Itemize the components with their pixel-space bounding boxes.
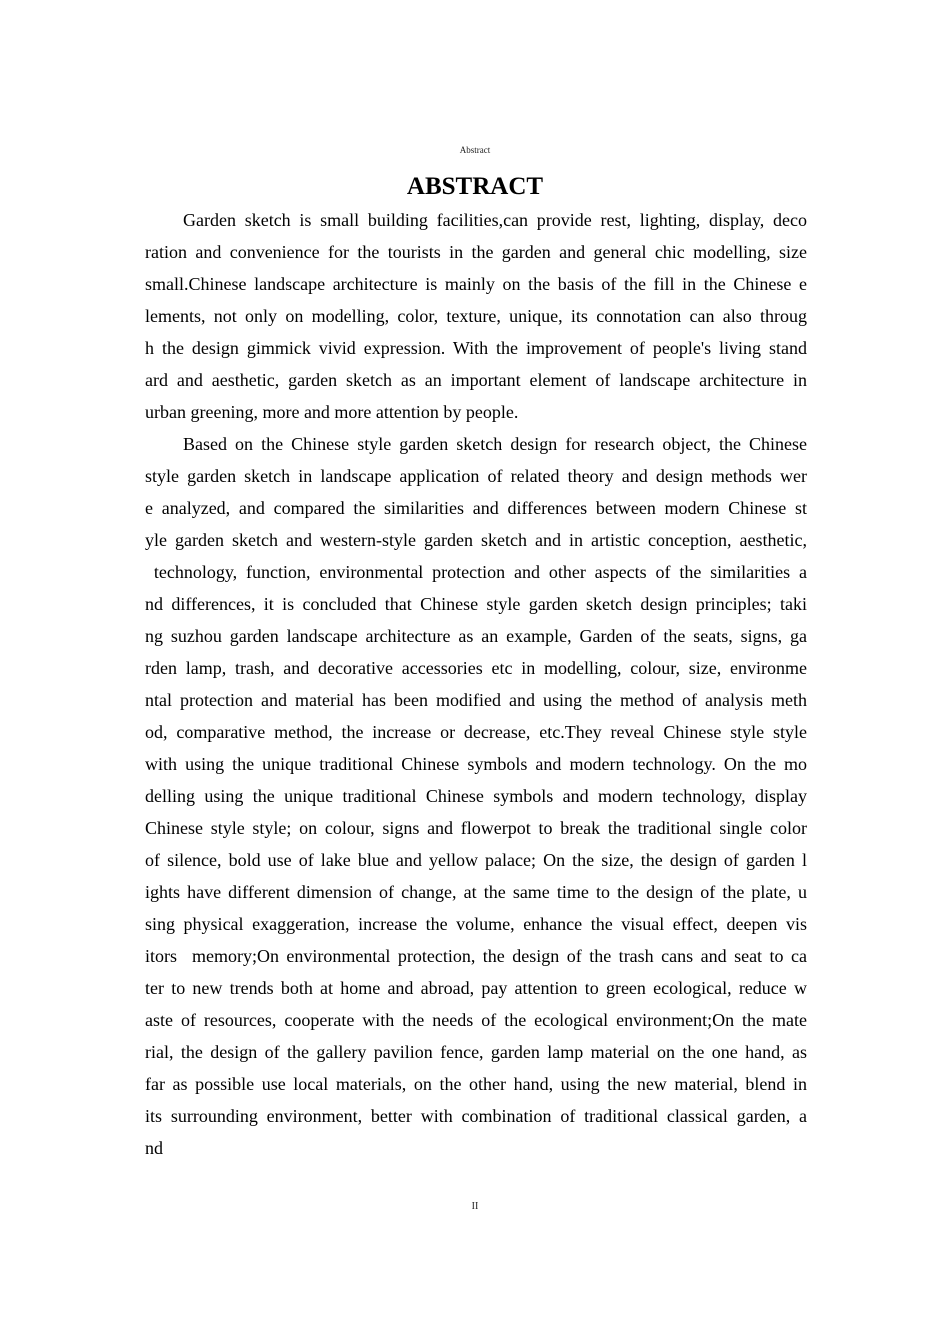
text-line: ng suzhou garden landscape architecture as an example, Garden of the seats, signs, ga [145,626,807,646]
text-line: technology, function, environmental protection and other aspects of the similarities a [145,562,807,582]
text-line: Garden sketch is small building facilities,can provide rest, lighting, display, deco [183,210,807,230]
text-line: urban greening, more and more attention by people. [145,402,519,422]
paragraph-1 [145,204,807,428]
text-line: aste of resources, cooperate with the needs of the ecological environment;On the mate [145,1010,807,1030]
text-line: ights have different dimension of change, at the same time to the design of the plate, u [145,882,807,902]
abstract-title: ABSTRACT [406,173,544,200]
text-line: ntal protection and material has been modified and using the method of analysis meth [145,690,807,710]
text-line: of silence, bold use of lake blue and yellow palace; On the size, the design of garden l [145,850,807,870]
text-line: delling using the unique traditional Chinese symbols and modern technology, display [145,786,807,806]
text-line: small.Chinese landscape architecture is mainly on the basis of the fill in the Chinese e [145,274,807,294]
text-line: its surrounding environment, better with combination of traditional classical garden, a [145,1106,807,1126]
text-line: Chinese style style; on colour, signs and flowerpot to break the traditional single color [145,818,807,838]
text-line: yle garden sketch and western-style garden sketch and in artistic conception, aesthetic, [145,530,807,550]
text-line: ard and aesthetic, garden sketch as an important element of landscape architecture in [145,370,807,390]
text-line: lements, not only on modelling, color, texture, unique, its connotation can also throug [145,306,807,326]
text-line: sing physical exaggeration, increase the volume, enhance the visual effect, deepen vis [145,914,807,934]
text-line: ter to new trends both at home and abroad, pay attention to green ecological, reduce w [145,978,807,998]
text-line: with using the unique traditional Chinese symbols and modern technology. On the mo [145,754,807,774]
text-line: nd differences, it is concluded that Chinese style garden sketch design principles; taki [145,594,807,614]
text-line: rial, the design of the gallery pavilion fence, garden lamp material on the one hand, as [145,1042,807,1062]
text-line: rden lamp, trash, and decorative accessories etc in modelling, colour, size, environme [145,658,807,678]
abstract-body [145,204,807,1164]
text-line: od, comparative method, the increase or decrease, etc.They reveal Chinese style style [145,722,807,742]
paragraph-2 [145,428,807,1164]
text-line: ration and convenience for the tourists in the garden and general chic modelling, size [145,242,807,262]
text-line: e analyzed, and compared the similarities and differences between modern Chinese st [145,498,807,518]
text-line: nd [145,1138,163,1158]
running-header: Abstract [459,145,491,155]
text-line: style garden sketch in landscape application of related theory and design methods wer [145,466,807,486]
text-line: h the design gimmick vivid expression. With the improvement of people's living stand [145,338,807,358]
text-line: far as possible use local materials, on the other hand, using the new material, blend in [145,1074,807,1094]
text-line: Based on the Chinese style garden sketch design for research object, the Chinese [183,434,807,454]
text-line: itors memory;On environmental protection, the design of the trash cans and seat to ca [145,946,807,966]
page-number: II [471,1201,479,1212]
